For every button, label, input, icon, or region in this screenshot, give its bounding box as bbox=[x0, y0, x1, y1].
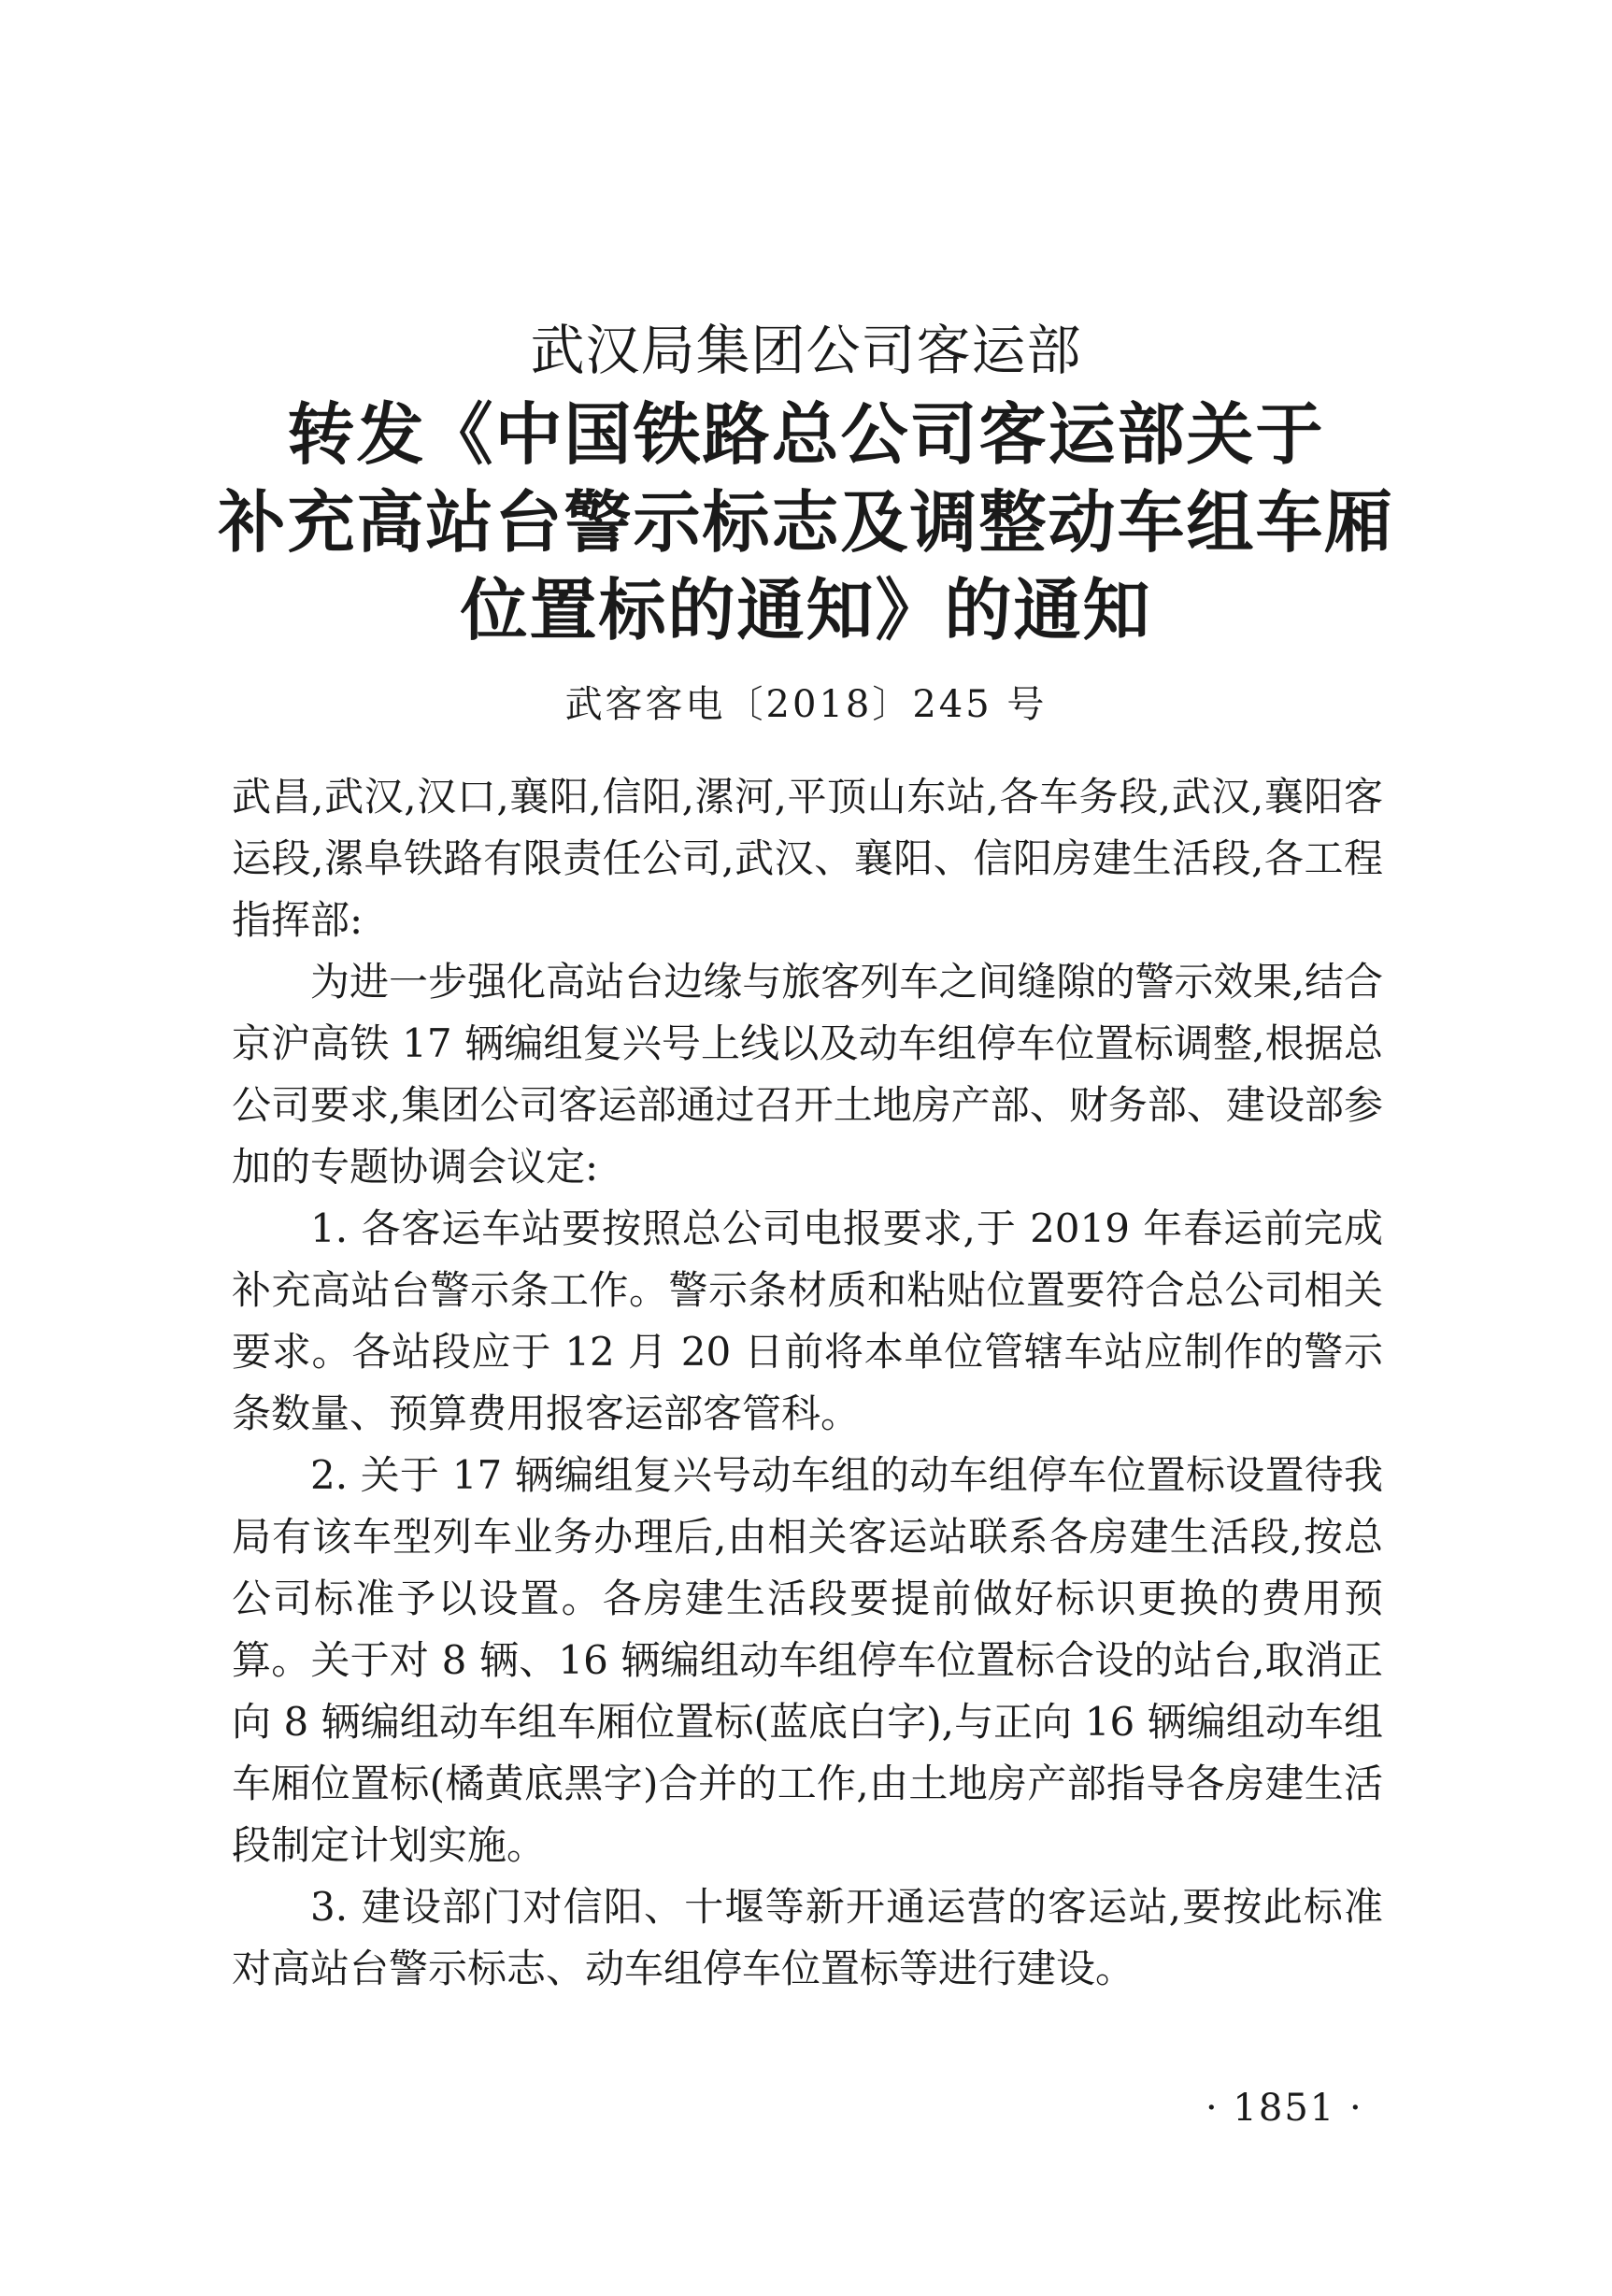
intro-paragraph: 为进一步强化高站台边缘与旅客列车之间缝隙的警示效果,结合京沪高铁 17 辆编组复兴号上线以及动车组停车位置标调整,根据总公司要求,集团公司客运部通过召开土地房产部、财务部、建设部参加的专题协调会议定: bbox=[232, 959, 1383, 1190]
item-1-paragraph: 1. 各客运车站要按照总公司电报要求,于 2019 年春运前完成补充高站台警示条工作。警示条材质和粘贴位置要符合总公司相关要求。各站段应于 12 月 20 日前将本单位管辖车站应制作的警示条数量、预算费用报客运部客管科。 bbox=[232, 1205, 1383, 1436]
document-number: 武客客电〔2018〕245 号 bbox=[564, 683, 1048, 726]
page-number: · 1851 · bbox=[1205, 2087, 1363, 2130]
item-3-paragraph: 3. 建设部门对信阳、十堰等新开通运营的客运站,要按此标准对高站台警示标志、动车组停车位置标等进行建设。 bbox=[232, 1884, 1383, 1991]
document-title-line-1: 转发《中国铁路总公司客运部关于 bbox=[287, 394, 1325, 474]
recipients-paragraph: 武昌,武汉,汉口,襄阳,信阳,漯河,平顶山东站,各车务段,武汉,襄阳客运段,漯阜铁路有限责任公司,武汉、襄阳、信阳房建生活段,各工程指挥部: bbox=[232, 774, 1383, 943]
document-title-line-3: 位置标的通知》的通知 bbox=[460, 570, 1152, 649]
document-body bbox=[232, 766, 1383, 2000]
item-2-paragraph: 2. 关于 17 辆编组复兴号动车组的动车组停车位置标设置待我局有该车型列车业务办理后,由相关客运站联系各房建生活段,按总公司标准予以设置。各房建生活段要提前做好标识更换的费用预算。关于对 8 辆、16 辆编组动车组停车位置标合设的站台,取消正向 8 辆编组动车组车厢位置标(蓝底白字),与正向 16 辆编组动车组车厢位置标(橘黄底黑字)合并的工作,由土地房产部指导各房建生活段制定计划实施。 bbox=[232, 1452, 1383, 1868]
document-title-line-2: 补充高站台警示标志及调整动车组车厢 bbox=[218, 482, 1394, 562]
issuer-heading: 武汉局集团公司客运部 bbox=[530, 319, 1082, 382]
